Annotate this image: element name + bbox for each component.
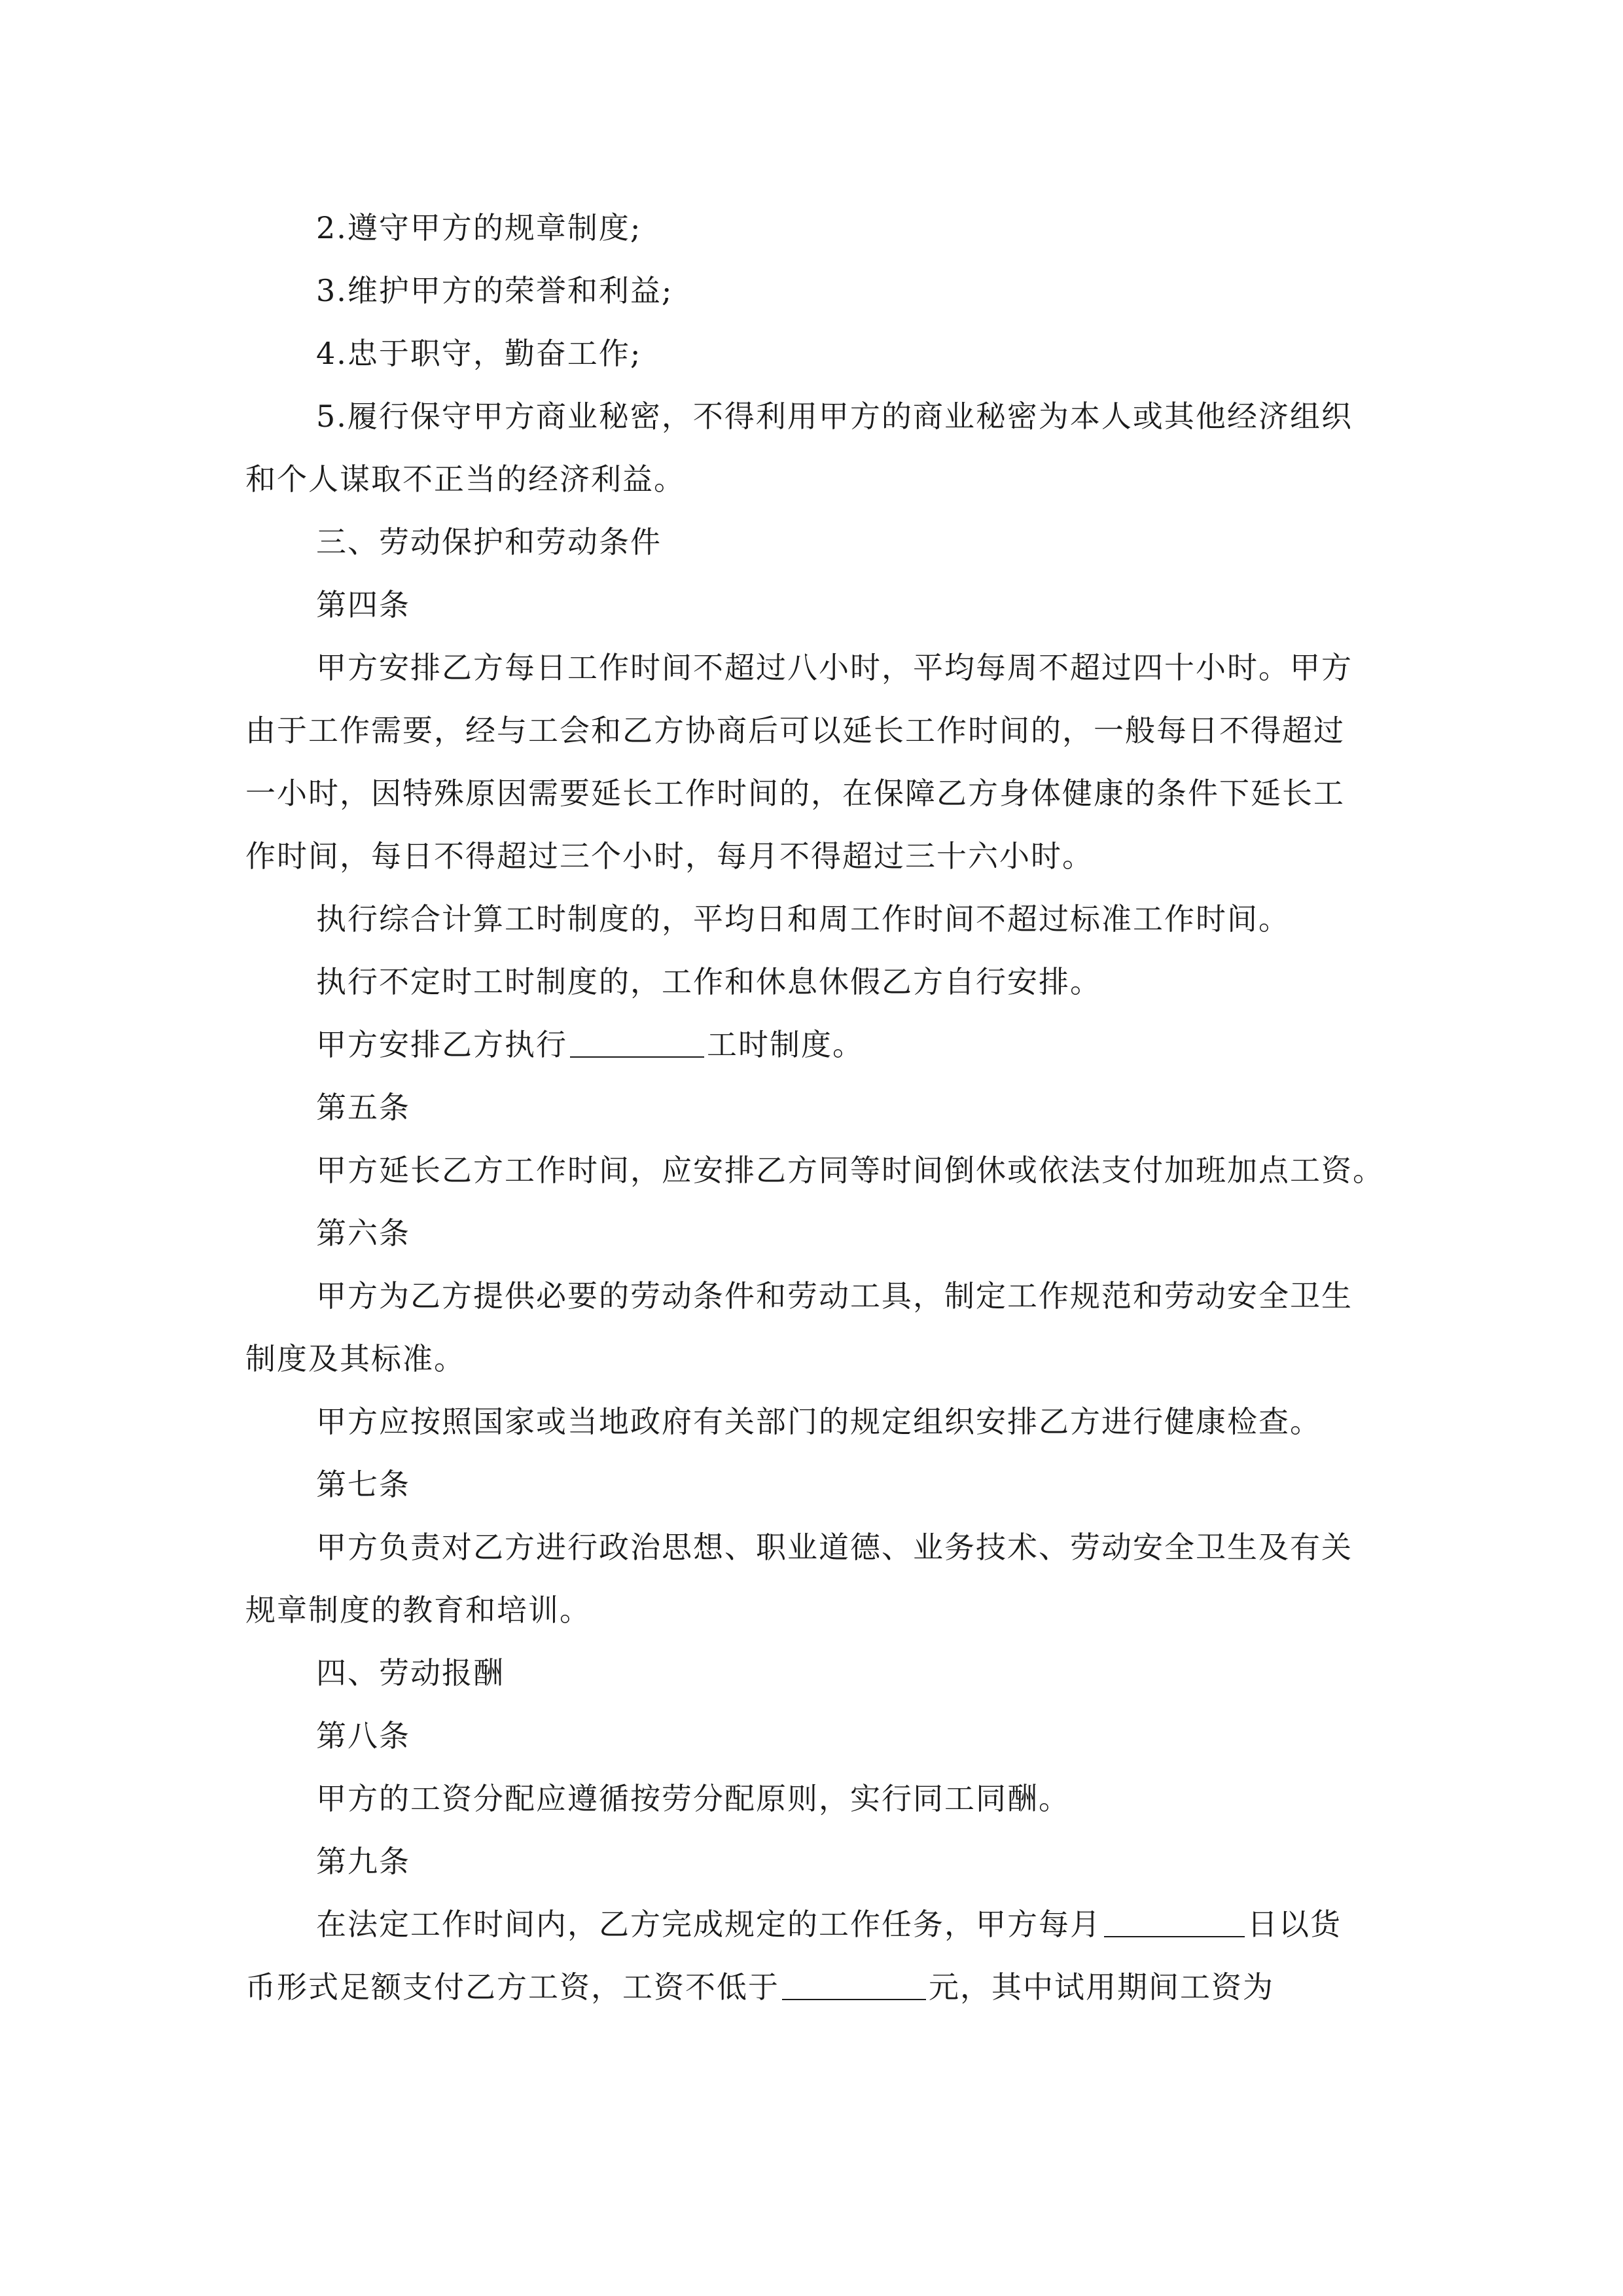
article-heading-6: 第六条	[316, 1215, 410, 1251]
minimum-wage-line	[245, 1967, 1397, 2030]
pay-day-blank[interactable]	[1104, 1907, 1245, 1937]
paragraph-line: 作时间，每日不得超过三个小时，每月不得超过三十六小时。	[245, 838, 1094, 874]
paragraph-line: 甲方的工资分配应遵循按劳分配原则，实行同工同酬。	[316, 1781, 1070, 1816]
article-heading-5: 第五条	[316, 1090, 410, 1125]
clause-item-5-continued: 和个人谋取不正当的经济利益。	[245, 461, 685, 497]
text-segment: 在法定工作时间内，乙方完成规定的工作任务，甲方每月	[316, 1907, 1101, 1942]
work-hour-system-blank[interactable]	[570, 1028, 704, 1058]
work-hour-system-line	[245, 1025, 1397, 1088]
text-segment: 元，其中试用期间工资为	[929, 1969, 1274, 2005]
pay-day-line	[245, 1905, 1397, 1967]
clause-item-3: 3.维护甲方的荣誉和利益;	[316, 273, 673, 308]
paragraph-line: 甲方延长乙方工作时间，应安排乙方同等时间倒休或依法支付加班加点工资。	[316, 1153, 1384, 1188]
section-heading-3: 三、劳动保护和劳动条件	[316, 524, 662, 560]
text-segment: 日以货	[1247, 1907, 1342, 1942]
text-segment: 工时制度。	[707, 1027, 864, 1062]
document-page	[245, 208, 1397, 2030]
clause-item-5: 5.履行保守甲方商业秘密，不得利用甲方的商业秘密为本人或其他经济组织	[316, 399, 1353, 434]
paragraph-line: 一小时，因特殊原因需要延长工作时间的，在保障乙方身体健康的条件下延长工	[245, 776, 1345, 811]
article-heading-7: 第七条	[316, 1467, 410, 1502]
paragraph-line: 规章制度的教育和培训。	[245, 1592, 591, 1628]
paragraph-line: 甲方安排乙方每日工作时间不超过八小时，平均每周不超过四十小时。甲方	[316, 650, 1353, 685]
paragraph-line: 甲方应按照国家或当地政府有关部门的规定组织安排乙方进行健康检查。	[316, 1404, 1321, 1439]
paragraph-line: 甲方负责对乙方进行政治思想、职业道德、业务技术、劳动安全卫生及有关	[316, 1530, 1353, 1565]
article-heading-4: 第四条	[316, 587, 410, 622]
paragraph-line: 执行综合计算工时制度的，平均日和周工作时间不超过标准工作时间。	[316, 901, 1290, 937]
text-segment: 币形式足额支付乙方工资，工资不低于	[245, 1969, 779, 2005]
article-heading-9: 第九条	[316, 1844, 410, 1879]
section-heading-4: 四、劳动报酬	[316, 1655, 505, 1691]
clause-item-2: 2.遵守甲方的规章制度;	[316, 210, 642, 245]
paragraph-line: 执行不定时工时制度的，工作和休息休假乙方自行安排。	[316, 964, 1101, 999]
paragraph-line: 制度及其标准。	[245, 1341, 465, 1376]
paragraph-line: 甲方为乙方提供必要的劳动条件和劳动工具，制定工作规范和劳动安全卫生	[316, 1278, 1353, 1314]
clause-item-4: 4.忠于职守，勤奋工作;	[316, 336, 642, 371]
text-segment: 甲方安排乙方执行	[316, 1027, 567, 1062]
article-heading-8: 第八条	[316, 1718, 410, 1753]
paragraph-line: 由于工作需要，经与工会和乙方协商后可以延长工作时间的，一般每日不得超过	[245, 713, 1345, 748]
minimum-wage-blank[interactable]	[782, 1970, 926, 2000]
